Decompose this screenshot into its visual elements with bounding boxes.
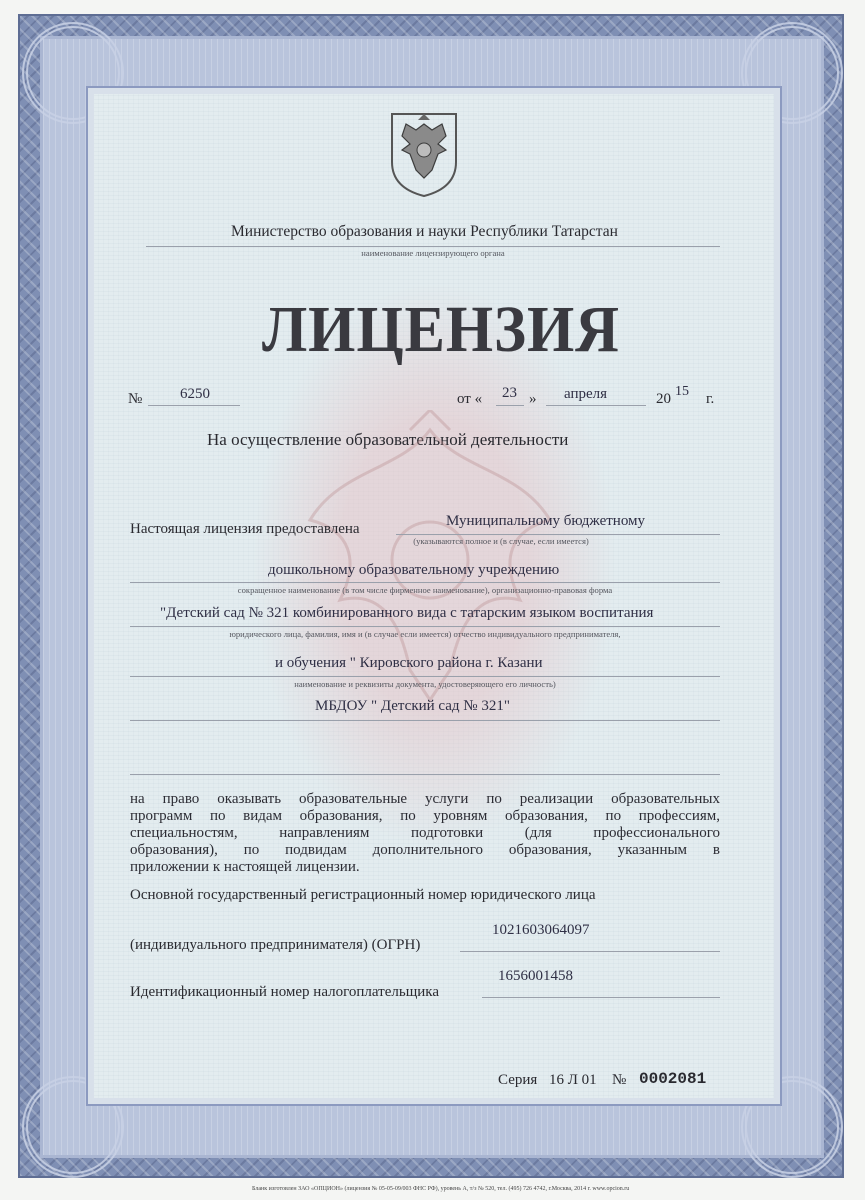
scope-line: специальностям, направлениям подготовки (для профессионального (130, 825, 720, 841)
date-day: 23 (502, 385, 517, 401)
number-underline (148, 405, 240, 406)
coat-of-arms-icon (388, 110, 460, 198)
number-label: № (128, 391, 143, 407)
org-underline-4 (130, 676, 720, 677)
month-underline (546, 405, 646, 406)
blank-underline (130, 774, 720, 775)
date-from-label: от « (457, 391, 483, 407)
date-month: апреля (564, 386, 608, 402)
activity-title: На осуществление образовательной деятельности (207, 430, 569, 449)
series-number-label: № (612, 1072, 627, 1088)
scope-line: образования), по подвидам дополнительного образования, указанным в (130, 842, 720, 858)
ministry-caption: наименование лицензирующего органа (361, 248, 505, 258)
org-line-3: "Детский сад № 321 комбинированного вида с татарским языком воспитания (160, 605, 654, 621)
date-close-quote: » (529, 391, 537, 407)
inn-underline (482, 997, 720, 998)
org-line-1: Муниципальному бюджетному (446, 513, 646, 529)
inn-value: 1656001458 (498, 968, 573, 984)
org-underline-5 (130, 720, 720, 721)
ogrn-label-line1: Основной государственный регистрационный номер юридического лица (130, 887, 596, 903)
document-title: ЛИЦЕНЗИЯ (262, 293, 620, 366)
caption-3: юридического лица, фамилия, имя и (в случае если имеется) отчество индивидуального предпринимателя, (229, 629, 621, 639)
year-label: г. (706, 391, 715, 407)
ogrn-label-line2: (индивидуального предпринимателя) (ОГРН) (130, 937, 421, 953)
caption-1: (указываются полное и (в случае, если имеется) (413, 536, 589, 546)
org-line-2: дошкольному образовательному учреждению (268, 562, 560, 578)
scope-line: приложении к настоящей лицензии. (130, 859, 360, 875)
org-underline-3 (130, 626, 720, 627)
inn-label: Идентификационный номер налогоплательщика (130, 984, 440, 1000)
series-value: 16 Л 01 (549, 1072, 597, 1088)
ministry-name: Министерство образования и науки Республики Татарстан (231, 223, 618, 240)
printer-footer: Бланк изготовлен ЗАО «ОПЦИОН» (лицензия № 05-05-09/003 ФНС РФ), уровень А, т/з № 520, тел. (495) 726 4742, г.Москва, 2014 г. www.opcion.ru (252, 1186, 630, 1192)
org-underline-1 (396, 534, 720, 535)
scope-line: на право оказывать образовательные услуги по реализации образовательных (130, 791, 720, 807)
year-prefix: 20 (656, 391, 671, 407)
license-scope-paragraph (130, 791, 720, 876)
caption-4: наименование и реквизиты документа, удостоверяющего его личность) (294, 679, 556, 689)
granted-label: Настоящая лицензия предоставлена (130, 521, 360, 537)
ogrn-underline (460, 951, 720, 952)
org-line-4: и обучения " Кировского района г. Казани (275, 655, 543, 671)
ministry-underline (146, 246, 720, 247)
series-number: 0002081 (639, 1070, 707, 1088)
caption-2: сокращенное наименование (в том числе фирменное наименование), организационно-правовая форма (237, 585, 613, 595)
series-label: Серия (498, 1072, 538, 1088)
org-line-5: МБДОУ " Детский сад № 321" (315, 698, 510, 714)
license-number: 6250 (180, 386, 210, 402)
day-underline (496, 405, 524, 406)
year-suffix: 15 (675, 384, 689, 399)
org-underline-2 (130, 582, 720, 583)
scope-line: программ по видам образования, по уровням образования, по профессиям, (130, 808, 720, 824)
ogrn-value: 1021603064097 (492, 922, 590, 938)
